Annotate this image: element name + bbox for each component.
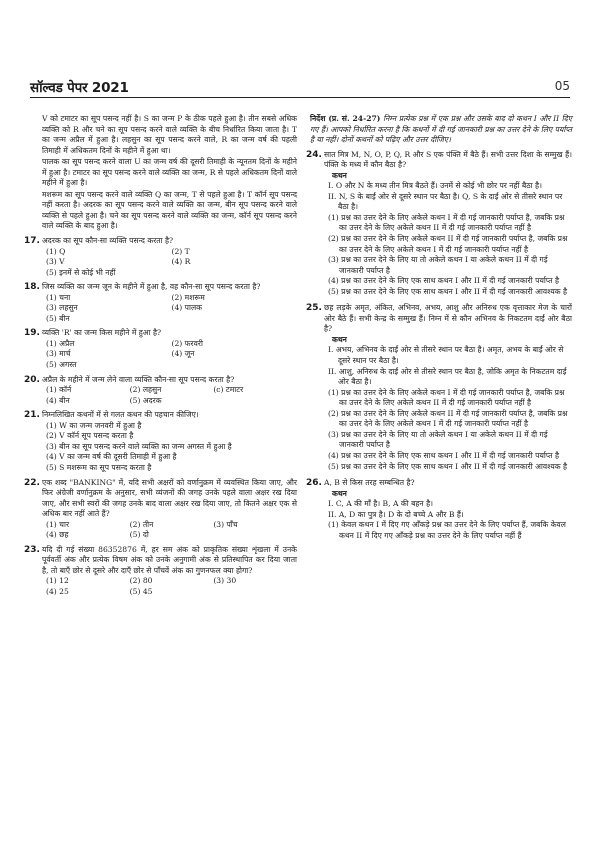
option[interactable]: (4) V का जन्म वर्ष की दूसरी तिमाही में हुआ है xyxy=(46,452,177,462)
option[interactable]: (1) अप्रैल xyxy=(46,338,75,348)
option[interactable]: (2) T xyxy=(171,246,190,256)
options xyxy=(42,293,297,325)
option[interactable]: (2) तीन xyxy=(129,519,154,529)
question-number: 26. xyxy=(306,478,322,489)
page-header xyxy=(30,78,570,98)
option[interactable]: (1) प्रश्न का उत्तर देने के लिए अकेले कथन I में दी गई जानकारी पर्याप्त है, जबकि प्रश्न का उत्तर देने के लिए अकेले कथन II में दी गई जानकारी पर्याप्त नहीं है xyxy=(328,212,565,233)
option[interactable]: (1) 12 xyxy=(46,576,69,586)
statements-heading: कथन xyxy=(332,334,347,344)
option[interactable]: (3) बीन का सूप पसन्द करने वाले व्यक्ति का जन्म अगस्त में हुआ है xyxy=(46,441,232,451)
option[interactable]: (3) पाँच xyxy=(213,519,238,529)
question-text: निम्नलिखित कथनों में से गलत कथन की पहचान कीजिए। xyxy=(42,410,199,420)
question-text: छह लड़के अमृत, अंकित, अभिनव, अभय, आशु और अनिरुध एक वृत्ताकार मेज के चारों ओर बैठे हैं। सभी केन्द्र के सम्मुख हैं। निम्न में से कौन अभिनव के निकटतम दाईं ओर बैठा है? xyxy=(324,303,572,334)
statements-heading: कथन xyxy=(332,170,347,180)
question-21 xyxy=(24,410,297,473)
option[interactable]: (1) प्रश्न का उत्तर देने के लिए अकेले कथन I में दी गई जानकारी पर्याप्त है, जबकि प्रश्न का उत्तर देने के लिए अकेले कथन II में दी गई जानकारी पर्याप्त नहीं है xyxy=(328,387,565,408)
question-number: 19. xyxy=(24,328,40,339)
question-24 xyxy=(306,149,572,298)
options xyxy=(42,520,297,541)
question-text: जिस व्यक्ति का जन्म जून के महीने में हुआ है, वह कौन-सा सूप पसन्द करता है? xyxy=(42,282,261,292)
option[interactable]: (4) बीन xyxy=(46,395,70,405)
statement: II. आशु, अनिरुध के दाईं ओर से तीसरे स्थान पर बैठा है, जोकि अमृत के निकटतम दाईं ओर बैठा है। xyxy=(328,366,567,387)
page-number: 05 xyxy=(554,79,570,93)
options xyxy=(42,421,297,474)
option[interactable]: (5) इनमें से कोई भी नहीं xyxy=(46,267,116,277)
instructions xyxy=(310,114,572,146)
option[interactable]: (3) V xyxy=(46,257,65,267)
option[interactable]: (5) अदरक xyxy=(129,395,162,405)
question-number: 20. xyxy=(24,374,40,385)
option[interactable]: (4) प्रश्न का उत्तर देने के लिए एक साथ कथन I और II में दी गई जानकारी पर्याप्त है xyxy=(328,450,559,460)
statements-heading: कथन xyxy=(332,488,347,498)
question-text: A, B से किस तरह सम्बन्धित है? xyxy=(324,478,415,488)
option[interactable]: (2) फरवरी xyxy=(171,338,203,348)
options xyxy=(42,576,297,597)
instructions-label: निर्देश (प्र. सं. 24-27) xyxy=(310,114,381,123)
question-17 xyxy=(24,236,297,278)
header-rule xyxy=(30,97,570,98)
option[interactable]: (5) बीन xyxy=(46,313,70,323)
statement: I. O और N के मध्य तीन मित्र बैठते हैं। उनमें से कोई भी छोर पर नहीं बैठा है। xyxy=(328,181,542,191)
option[interactable]: (2) लहसुन xyxy=(129,385,162,395)
options xyxy=(42,247,297,279)
question-text: एक शब्द "BANKING" में, यदि सभी अक्षरों को वर्णानुक्रम में व्यवस्थित किया जाए, और फिर अंग्रेजी वर्णानुक्रम के अनुसार, सभी व्यंजनों की जगह उनके पहले वाला अक्षर रख दिया जाए, और सभी स्वरों की जगह उनके बाद वाला अक्षर रख दिया जाए, तो कितने अक्षर एक से अधिक बार नहीं आते हैं? xyxy=(42,477,297,519)
question-text: अप्रैल के महीने में जन्म लेने वाला व्यक्ति कौन-सा सूप पसन्द करता है? xyxy=(42,374,235,384)
option[interactable]: (1) चना xyxy=(46,292,71,302)
option[interactable]: (1) Q xyxy=(46,246,66,256)
statement: I. अभय, अभिनव के दाईं ओर से तीसरे स्थान पर बैठा है। अमृत, अभय के बाईं ओर से दूसरे स्थान पर बैठा है। xyxy=(328,345,564,366)
option[interactable]: (1) W का जन्म जनवरी में हुआ है xyxy=(46,420,142,430)
question-text: अदरक का सूप कौन-सा व्यक्ति पसन्द करता है? xyxy=(42,236,174,246)
option[interactable]: (2) V कॉर्न सूप पसन्द करता है xyxy=(46,431,134,441)
option[interactable]: (5) प्रश्न का उत्तर देने के लिए एक साथ कथन I और II में दी गई जानकारी आवश्यक है xyxy=(328,461,568,471)
options xyxy=(42,339,297,371)
instructions-text: निम्न प्रत्येक प्रश्न में एक प्रश्न और उसके बाद दो कथन I और II दिए गए हैं। आपको निर्धारित करना है कि कथनों में दी गई जानकारी प्रश्न का उत्तर देने के लिए पर्याप्त है या नहीं। दोनों कथनों को पढ़िए और उत्तर दीजिए। xyxy=(310,114,572,145)
option[interactable]: (3) लहसुन xyxy=(46,303,78,313)
statement: I. C, A की माँ है। B, A की बहन है। xyxy=(328,499,433,509)
question-text: सात मित्र M, N, O, P, Q, R और S एक पंक्ति में बैठे हैं। सभी उत्तर दिशा के सम्मुख हैं। पंक्ति के मध्य में कौन बैठा है? xyxy=(324,149,572,170)
option[interactable]: (4) 25 xyxy=(46,586,69,596)
passage-paragraph: मशरूम का सूप पसन्द करने वाले व्यक्ति Q का जन्म, T से पहले हुआ है। T कॉर्न सूप पसन्द नहीं करता है। अदरक का सूप पसन्द करने वाले व्यक्ति का जन्म, बीन सूप पसन्द करने वाले व्यक्ति से पहले हुआ है। चने का सूप पसन्द करने वाले व्यक्ति का जन्म, कॉर्न सूप पसन्द करने वाले व्यक्ति के बाद हुआ है। xyxy=(42,189,297,231)
question-25 xyxy=(306,303,572,472)
question-number: 22. xyxy=(24,477,40,488)
option[interactable]: (1) चार xyxy=(46,519,70,529)
option[interactable]: (4) छह xyxy=(46,530,69,540)
option[interactable]: (3) 30 xyxy=(213,576,237,586)
right-column xyxy=(306,114,572,541)
option[interactable]: (5) S मशरूम का सूप पसन्द करता है xyxy=(46,462,152,472)
options xyxy=(324,213,572,297)
option[interactable]: (1) कॉर्न xyxy=(46,385,72,395)
left-column xyxy=(24,114,297,598)
option[interactable]: (4) जून xyxy=(171,349,195,359)
question-19 xyxy=(24,328,297,370)
option[interactable]: (2) मशरूम xyxy=(171,292,205,302)
statement: II. A, D का पुत्र है। D के दो बच्चे A और B हैं। xyxy=(328,509,464,519)
option[interactable]: (2) प्रश्न का उत्तर देने के लिए अकेले कथन II में दी गई जानकारी पर्याप्त है, जबकि प्रश्न का उत्तर देने के लिए अकेले कथन I में दी गई जानकारी पर्याप्त नहीं है xyxy=(328,408,568,429)
question-number: 25. xyxy=(306,303,322,314)
passage-paragraph: पालक का सूप पसन्द करने वाला U का जन्म वर्ष की दूसरी तिमाही के न्यूनतम दिनों के महीने में हुआ है। टमाटर का सूप पसन्द करने वाले व्यक्ति का जन्म, R से पहले अधिकतम दिनों वाले महीने में हुआ है। xyxy=(42,157,297,188)
option[interactable]: (4) प्रश्न का उत्तर देने के लिए एक साथ कथन I और II में दी गई जानकारी पर्याप्त है xyxy=(328,276,559,286)
option[interactable]: (5) प्रश्न का उत्तर देने के लिए एक साथ कथन I और II में दी गई जानकारी आवश्यक है xyxy=(328,286,568,296)
option[interactable]: (c) टमाटर xyxy=(213,385,244,395)
options xyxy=(324,520,572,541)
question-number: 24. xyxy=(306,149,322,160)
option[interactable]: (5) अगस्त xyxy=(46,360,77,370)
running-title: सॉल्वड पेपर 2021 xyxy=(30,80,129,96)
option[interactable]: (5) दो xyxy=(129,530,149,540)
question-number: 23. xyxy=(24,544,40,555)
question-22 xyxy=(24,477,297,541)
question-20 xyxy=(24,374,297,407)
options xyxy=(42,385,297,406)
question-23 xyxy=(24,544,297,598)
question-number: 18. xyxy=(24,282,40,293)
passage-paragraph: V को टमाटर का सूप पसन्द नहीं है। S का जन्म P के ठीक पहले हुआ है। तीन सबसे अधिक व्यक्ति को R और चने का सूप पसन्द करने वाले व्यक्ति के बीच निर्धारित किया जाता है। T का जन्म अप्रैल में हुआ है। लहसुन का सूप पसन्द करने वाले, R का जन्म वर्ष की पहली तिमाही में अधिकतम दिनों के महीने में हुआ था। xyxy=(42,114,297,155)
options xyxy=(324,388,572,472)
option[interactable]: (1) केवल कथन I में दिए गए आँकड़े प्रश्न का उत्तर देने के लिए पर्याप्त हैं, जबकि केवल कथन II में दिए गए आँकड़े प्रश्न का उत्तर देने के लिए पर्याप्त नहीं हैं xyxy=(328,520,566,540)
question-text: यदि दी गई संख्या 86352876 में, हर सम अंक को प्राकृतिक संख्या शृंखला में उनके पूर्ववर्ती अंक और प्रत्येक विषम अंक को उनके अनुगामी अंक से प्रतिस्थापित कर दिया जाता है, तो बाएँ छोर से दूसरे और दाएँ छोर से पाँचवें अंक का गुणनफल क्या होगा? xyxy=(42,544,297,575)
question-number: 17. xyxy=(24,236,40,247)
option[interactable]: (3) मार्च xyxy=(46,349,71,359)
question-26 xyxy=(306,478,572,541)
option[interactable]: (4) पालक xyxy=(171,303,202,313)
option[interactable]: (5) 45 xyxy=(129,586,153,596)
option[interactable]: (4) R xyxy=(171,257,191,267)
question-text: व्यक्ति 'R' का जन्म किस महीने में हुआ है? xyxy=(42,328,162,338)
option[interactable]: (3) प्रश्न का उत्तर देने के लिए या तो अकेले कथन I या अकेले कथन II में दी गई जानकारी पर्याप्त है xyxy=(328,255,548,275)
question-18 xyxy=(24,282,297,324)
option[interactable]: (3) प्रश्न का उत्तर देने के लिए या तो अकेले कथन I या अकेले कथन II में दी गई जानकारी पर्याप्त है xyxy=(328,429,548,450)
option[interactable]: (2) 80 xyxy=(129,576,153,586)
statement: II. N, S के बाईं ओर से दूसरे स्थान पर बैठा है। Q, S के दाईं ओर से तीसरे स्थान पर बैठा है। xyxy=(328,191,563,212)
question-number: 21. xyxy=(24,410,40,421)
option[interactable]: (2) प्रश्न का उत्तर देने के लिए अकेले कथन II में दी गई जानकारी पर्याप्त है, जबकि प्रश्न का उत्तर देने के लिए अकेले कथन I में दी गई जानकारी पर्याप्त नहीं है xyxy=(328,234,568,254)
